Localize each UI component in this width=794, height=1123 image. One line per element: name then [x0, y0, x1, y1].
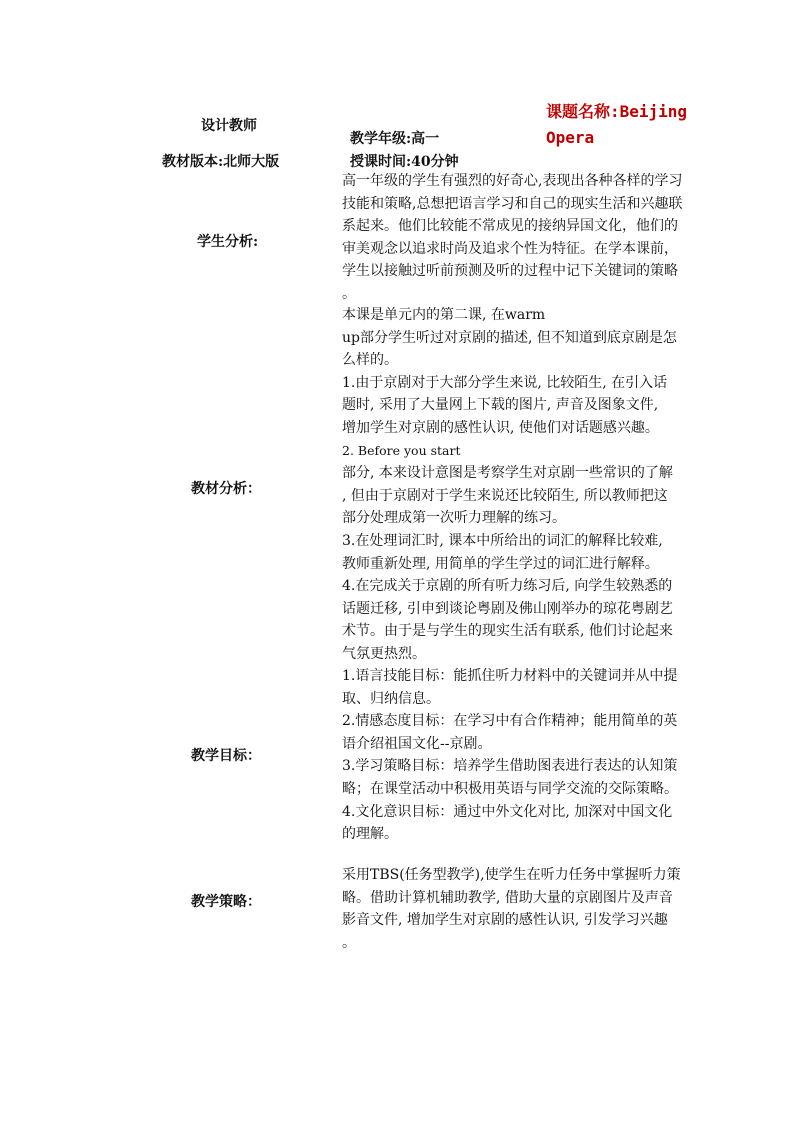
text-line: 采用TBS(任务型教学),使学生在听力任务中掌握听力策	[342, 867, 681, 883]
text-line: 3.在处理词汇时, 课本中所给出的词汇的解释比较难,	[342, 532, 663, 549]
text-line: 1.语言技能目标：能抓住听力材料中的关键词并从中提	[342, 668, 678, 684]
objectives-text	[342, 665, 742, 846]
text-line: 审美观念以追求时尚及追求个性为特征。在学本课前，	[342, 240, 678, 257]
objectives-label: 教学目标：	[191, 748, 261, 764]
strategy-label: 教学策略：	[191, 894, 261, 910]
text-line: 。	[342, 934, 356, 951]
text-line: 略。借助计算机辅助教学, 借助大量的京剧图片及声音	[342, 889, 673, 906]
text-line: 取、归纳信息。	[342, 690, 440, 707]
text-line: 增加学生对京剧的感性认识, 使他们对话题感兴趣。	[342, 419, 659, 436]
text-line: , 但由于京剧对于学生来说还比较陌生, 所以教师把这	[342, 487, 668, 504]
grade-label: 教学年级:高一	[350, 131, 440, 147]
text-line: 影音文件, 增加学生对京剧的感性认识, 引发学习兴趣	[342, 912, 668, 929]
student-analysis-text	[342, 170, 742, 306]
text-line: 系起来。他们比较能不常成见的接纳异国文化，他们的	[342, 218, 678, 235]
material-analysis-label: 教材分析：	[191, 481, 261, 497]
text-line: 2. Before you start	[342, 442, 461, 458]
text-line: 部分处理成第一次听力理解的练习。	[342, 510, 566, 527]
duration-label: 授课时间:40分钟	[350, 154, 459, 170]
text-line: 话题迁移, 引申到谈论粤剧及佛山刚举办的琼花粤剧艺	[342, 600, 673, 617]
text-line: 略；在课堂活动中积极用英语与同学交流的交际策略。	[342, 780, 678, 797]
text-line: up部分学生听过对京剧的描述, 但不知道到底京剧是怎	[342, 329, 677, 346]
text-line: 题时, 采用了大量网上下载的图片, 声音及图象文件,	[342, 397, 659, 414]
course-title-line2: Opera	[546, 128, 595, 147]
designer-label: 设计教师	[201, 118, 257, 134]
edition-label: 教材版本:北师大版	[162, 154, 280, 170]
text-line: 语介绍祖国文化--京剧。	[342, 735, 492, 752]
text-line: 的理解。	[342, 826, 398, 843]
text-line: 。	[342, 285, 356, 302]
student-analysis-label: 学生分析:	[197, 234, 259, 250]
text-line: 4.在完成关于京剧的所有听力练习后, 向学生较熟悉的	[342, 578, 673, 595]
text-line: 技能和策略,总想把语言学习和自己的现实生活和兴趣联	[342, 195, 683, 212]
text-line: 术节。由于是与学生的现实生活有联系, 他们讨论起来	[342, 623, 673, 640]
material-analysis-text	[342, 304, 742, 666]
text-line: 教师重新处理, 用简单的学生学过的词汇进行解释。	[342, 555, 659, 572]
text-line: 3.学习策略目标：培养学生借助图表进行表达的认知策	[342, 758, 678, 775]
text-line: 1.由于京剧对于大部分学生来说, 比较陌生, 在引入话	[342, 374, 668, 391]
text-line: 4.文化意识目标：通过中外文化对比, 加深对中国文化	[342, 803, 673, 820]
text-line: 学生以接触过听前预测及听的过程中记下关键词的策略	[342, 263, 678, 280]
text-line: 气氛更热烈。	[342, 645, 426, 662]
text-line: 高一年级的学生有强烈的好奇心,表现出各种各样的学习	[342, 173, 683, 189]
text-line: 2.情感态度目标：在学习中有合作精神；能用简单的英	[342, 713, 678, 730]
text-line: 部分, 本来设计意图是考察学生对京剧一些常识的了解	[342, 465, 673, 482]
strategy-text	[342, 864, 742, 954]
text-line: 本课是单元内的第二课, 在warm	[342, 307, 546, 323]
text-line: 么样的。	[342, 352, 398, 369]
course-title-line1: 课题名称:Beijing	[546, 102, 688, 121]
